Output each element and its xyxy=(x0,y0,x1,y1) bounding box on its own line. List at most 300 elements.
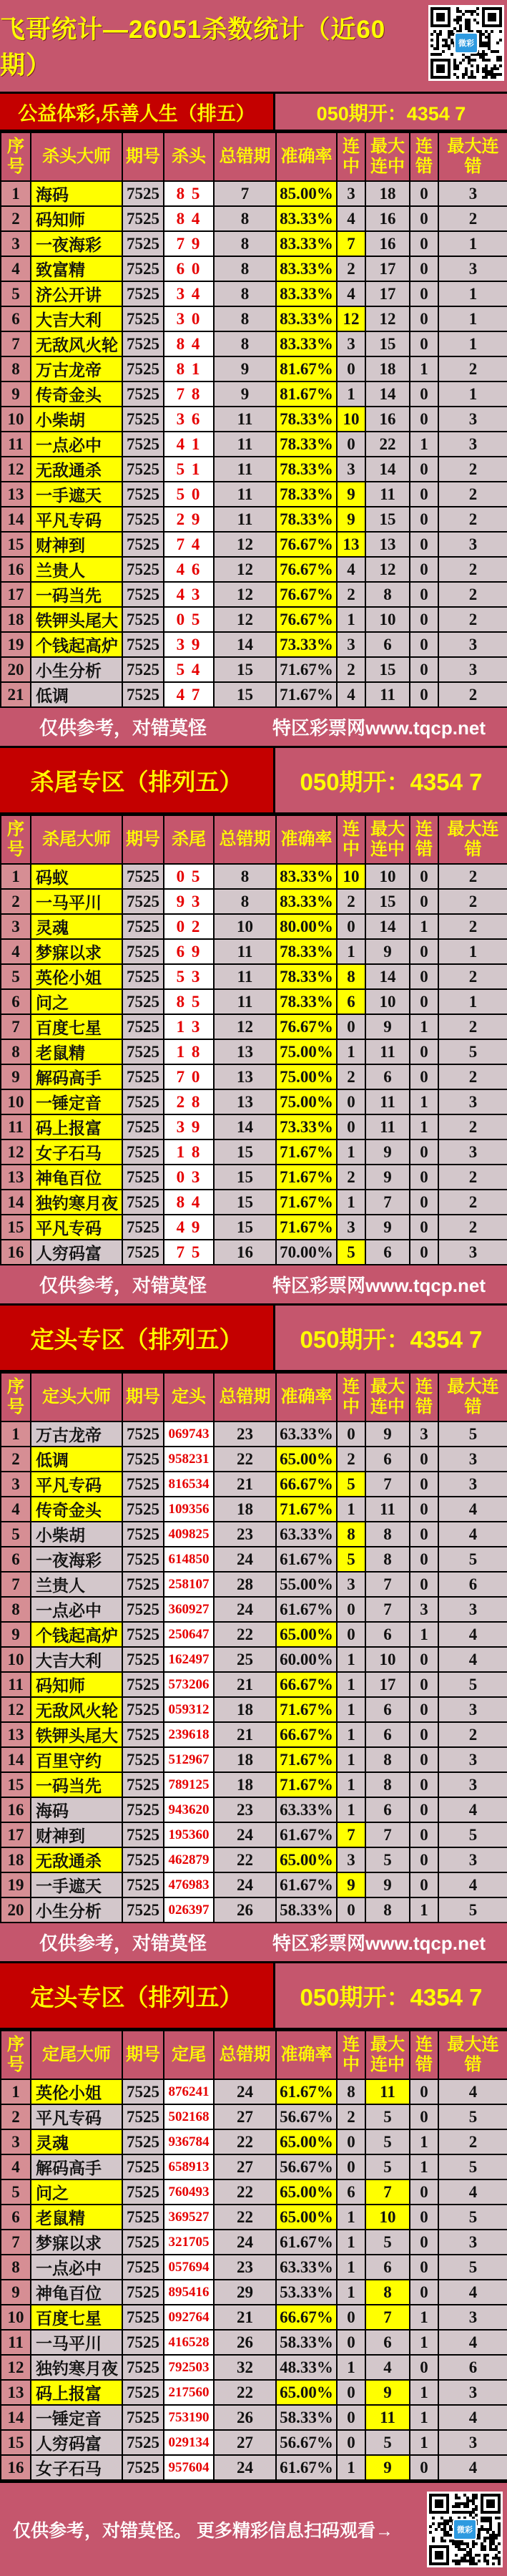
cell-master: 问之 xyxy=(31,989,122,1014)
cell-accuracy: 63.33% xyxy=(276,1421,337,1447)
cell-accuracy: 71.67% xyxy=(276,1139,337,1165)
cell-accuracy: 66.67% xyxy=(276,1722,337,1747)
cell-streak-win: 0 xyxy=(337,914,365,939)
cell-no: 1 xyxy=(1,1421,31,1447)
cell-master: 一手遮天 xyxy=(31,1872,122,1897)
cell-miss: 12 xyxy=(214,532,276,557)
cell-max-streak-win: 5 xyxy=(365,2104,410,2129)
cell-streak-lose: 0 xyxy=(410,1772,438,1797)
column-header: 最大连错 xyxy=(438,1373,507,1421)
column-header: 序号 xyxy=(1,1373,31,1421)
cell-period: 7525 xyxy=(122,1089,164,1114)
column-header: 最大连中 xyxy=(365,132,410,181)
cell-streak-lose: 0 xyxy=(410,1572,438,1597)
table-row xyxy=(1,1747,507,1772)
table-row xyxy=(1,607,507,632)
cell-miss: 11 xyxy=(214,989,276,1014)
cell-streak-lose: 0 xyxy=(410,306,438,331)
cell-master: 灵魂 xyxy=(31,914,122,939)
cell-miss: 24 xyxy=(214,1597,276,1622)
cell-no: 18 xyxy=(1,1847,31,1872)
cell-max-streak-lose: 3 xyxy=(438,181,507,206)
cell-max-streak-win: 6 xyxy=(365,1064,410,1089)
cell-streak-win: 1 xyxy=(337,1647,365,1672)
stats-table xyxy=(0,132,507,708)
cell-pick: 029134 xyxy=(164,2430,214,2455)
cell-miss: 8 xyxy=(214,864,276,889)
cell-streak-lose: 0 xyxy=(410,864,438,889)
cell-miss: 28 xyxy=(214,1572,276,1597)
column-header: 连错 xyxy=(410,132,438,181)
cell-streak-win: 10 xyxy=(337,407,365,432)
qr-logo-badge: 微彩 xyxy=(454,32,478,54)
cell-period: 7525 xyxy=(122,864,164,889)
cell-streak-win: 3 xyxy=(337,1572,365,1597)
cell-streak-lose: 0 xyxy=(410,939,438,964)
cell-streak-lose: 0 xyxy=(410,657,438,682)
cell-max-streak-lose: 3 xyxy=(438,256,507,281)
section-banner xyxy=(0,1303,507,1372)
cell-master: 百度七星 xyxy=(31,2305,122,2330)
cell-accuracy: 71.67% xyxy=(276,682,337,707)
cell-master: 梦寐以求 xyxy=(31,2230,122,2255)
cell-pick: 8 5 xyxy=(164,181,214,206)
table-row xyxy=(1,1672,507,1697)
cell-max-streak-win: 7 xyxy=(365,1597,410,1622)
cell-period: 7525 xyxy=(122,1597,164,1622)
cell-miss: 15 xyxy=(214,682,276,707)
cell-pick: 416528 xyxy=(164,2330,214,2355)
cell-period: 7525 xyxy=(122,1472,164,1497)
cell-max-streak-lose: 1 xyxy=(438,306,507,331)
column-header: 定尾大师 xyxy=(31,2031,122,2079)
cell-period: 7525 xyxy=(122,2104,164,2129)
cell-period: 7525 xyxy=(122,1572,164,1597)
cell-period: 7525 xyxy=(122,381,164,407)
cell-miss: 24 xyxy=(214,1822,276,1847)
cell-accuracy: 70.00% xyxy=(276,1240,337,1265)
cell-period: 7525 xyxy=(122,657,164,682)
cell-no: 9 xyxy=(1,1064,31,1089)
cell-master: 一码当先 xyxy=(31,1772,122,1797)
cell-max-streak-win: 15 xyxy=(365,331,410,356)
cell-period: 7525 xyxy=(122,432,164,457)
cell-accuracy: 73.33% xyxy=(276,632,337,657)
cell-streak-lose: 0 xyxy=(410,1064,438,1089)
cell-max-streak-lose: 3 xyxy=(438,1472,507,1497)
cell-streak-lose: 1 xyxy=(410,1089,438,1114)
table-row xyxy=(1,557,507,582)
cell-accuracy: 56.67% xyxy=(276,2430,337,2455)
cell-streak-lose: 1 xyxy=(410,2430,438,2455)
cell-no: 8 xyxy=(1,1039,31,1064)
cell-miss: 22 xyxy=(214,1847,276,1872)
cell-pick: 573206 xyxy=(164,1672,214,1697)
cell-streak-lose: 1 xyxy=(410,914,438,939)
cell-miss: 22 xyxy=(214,2380,276,2405)
cell-accuracy: 83.33% xyxy=(276,864,337,889)
cell-streak-win: 12 xyxy=(337,306,365,331)
table-row xyxy=(1,1014,507,1039)
cell-period: 7525 xyxy=(122,206,164,231)
cell-max-streak-lose: 1 xyxy=(438,939,507,964)
cell-no: 11 xyxy=(1,1114,31,1139)
cell-pick: 4 3 xyxy=(164,582,214,607)
cell-accuracy: 63.33% xyxy=(276,1522,337,1547)
cell-period: 7525 xyxy=(122,632,164,657)
table-row xyxy=(1,1822,507,1847)
cell-no: 6 xyxy=(1,1547,31,1572)
cell-accuracy: 48.33% xyxy=(276,2355,337,2380)
cell-max-streak-win: 9 xyxy=(365,1215,410,1240)
cell-pick: 614850 xyxy=(164,1547,214,1572)
table-row xyxy=(1,582,507,607)
table-row xyxy=(1,381,507,407)
table-row xyxy=(1,432,507,457)
cell-max-streak-lose: 4 xyxy=(438,1647,507,1672)
cell-accuracy: 83.33% xyxy=(276,281,337,306)
cell-no: 3 xyxy=(1,1472,31,1497)
cell-master: 万古龙帝 xyxy=(31,1421,122,1447)
cell-pick: 4 7 xyxy=(164,682,214,707)
cell-pick: 4 9 xyxy=(164,1215,214,1240)
cell-master: 解码高手 xyxy=(31,2154,122,2179)
cell-no: 6 xyxy=(1,989,31,1014)
site-link-text: 特区彩票网www.tqcp.net xyxy=(272,1933,486,1954)
cell-max-streak-win: 17 xyxy=(365,256,410,281)
column-header: 总错期 xyxy=(214,1373,276,1421)
cell-max-streak-win: 11 xyxy=(365,1114,410,1139)
cell-streak-win: 6 xyxy=(337,989,365,1014)
cell-pick: 6 9 xyxy=(164,939,214,964)
cell-period: 7525 xyxy=(122,2305,164,2330)
cell-no: 3 xyxy=(1,2129,31,2154)
cell-max-streak-lose: 3 xyxy=(438,407,507,432)
cell-miss: 7 xyxy=(214,181,276,206)
cell-max-streak-lose: 3 xyxy=(438,532,507,557)
cell-period: 7525 xyxy=(122,607,164,632)
cell-max-streak-lose: 5 xyxy=(438,1822,507,1847)
cell-max-streak-lose: 5 xyxy=(438,2154,507,2179)
table-row xyxy=(1,1847,507,1872)
cell-streak-win: 2 xyxy=(337,1064,365,1089)
cell-miss: 9 xyxy=(214,356,276,381)
cell-master: 英伦小姐 xyxy=(31,2079,122,2104)
cell-master: 码蚁 xyxy=(31,864,122,889)
cell-pick: 5 4 xyxy=(164,657,214,682)
cell-master: 传奇金头 xyxy=(31,1497,122,1522)
cell-no: 12 xyxy=(1,1697,31,1722)
cell-streak-win: 2 xyxy=(337,1165,365,1190)
cell-max-streak-lose: 2 xyxy=(438,1190,507,1215)
column-header: 连错 xyxy=(410,1373,438,1421)
cell-streak-win: 3 xyxy=(337,632,365,657)
cell-master: 个钱起高炉 xyxy=(31,1622,122,1647)
cell-max-streak-win: 8 xyxy=(365,2280,410,2305)
section-fix-tail xyxy=(0,1961,507,2481)
cell-master: 神龟百位 xyxy=(31,2280,122,2305)
cell-period: 7525 xyxy=(122,507,164,532)
cell-miss: 22 xyxy=(214,1622,276,1647)
cell-streak-win: 2 xyxy=(337,657,365,682)
title-bar xyxy=(0,0,507,92)
cell-period: 7525 xyxy=(122,1522,164,1547)
cell-accuracy: 58.33% xyxy=(276,2330,337,2355)
cell-no: 7 xyxy=(1,331,31,356)
cell-no: 2 xyxy=(1,206,31,231)
cell-streak-lose: 0 xyxy=(410,2079,438,2104)
column-header: 连中 xyxy=(337,132,365,181)
table-row xyxy=(1,1064,507,1089)
cell-miss: 11 xyxy=(214,432,276,457)
cell-accuracy: 71.67% xyxy=(276,1697,337,1722)
header-row xyxy=(1,1373,507,1421)
cell-streak-win: 9 xyxy=(337,507,365,532)
cell-master: 财神到 xyxy=(31,1822,122,1847)
cell-no: 5 xyxy=(1,964,31,989)
cell-miss: 24 xyxy=(214,2455,276,2480)
stats-table xyxy=(0,815,507,1265)
cell-master: 大吉大利 xyxy=(31,306,122,331)
cell-master: 无敌通杀 xyxy=(31,457,122,482)
cell-streak-win: 0 xyxy=(337,1622,365,1647)
cell-pick: 658913 xyxy=(164,2154,214,2179)
cell-master: 码上报富 xyxy=(31,1114,122,1139)
cell-max-streak-win: 14 xyxy=(365,381,410,407)
cell-no: 4 xyxy=(1,939,31,964)
cell-miss: 18 xyxy=(214,1497,276,1522)
bottom-bar xyxy=(0,2481,507,2576)
cell-max-streak-lose: 2 xyxy=(438,2129,507,2154)
cell-streak-win: 0 xyxy=(337,432,365,457)
cell-max-streak-win: 18 xyxy=(365,181,410,206)
cell-max-streak-lose: 3 xyxy=(438,1597,507,1622)
column-header: 杀尾 xyxy=(164,815,214,864)
cell-miss: 22 xyxy=(214,2129,276,2154)
cell-streak-lose: 0 xyxy=(410,231,438,256)
disclaimer-strip xyxy=(0,1923,507,1961)
cell-miss: 32 xyxy=(214,2355,276,2380)
cell-miss: 12 xyxy=(214,557,276,582)
cell-period: 7525 xyxy=(122,1215,164,1240)
cell-streak-lose: 0 xyxy=(410,1797,438,1822)
cell-max-streak-lose: 3 xyxy=(438,1240,507,1265)
cell-streak-win: 0 xyxy=(337,1597,365,1622)
column-header: 杀尾大师 xyxy=(31,815,122,864)
cell-max-streak-lose: 3 xyxy=(438,632,507,657)
cell-pick: 876241 xyxy=(164,2079,214,2104)
cell-streak-lose: 0 xyxy=(410,507,438,532)
cell-accuracy: 73.33% xyxy=(276,1114,337,1139)
table-row xyxy=(1,231,507,256)
table-row xyxy=(1,1215,507,1240)
cell-miss: 13 xyxy=(214,1064,276,1089)
cell-no: 16 xyxy=(1,557,31,582)
cell-max-streak-lose: 4 xyxy=(438,2330,507,2355)
cell-streak-lose: 1 xyxy=(410,1114,438,1139)
cell-pick: 026397 xyxy=(164,1897,214,1923)
cell-miss: 12 xyxy=(214,1014,276,1039)
cell-miss: 23 xyxy=(214,1522,276,1547)
cell-max-streak-win: 7 xyxy=(365,1472,410,1497)
cell-pick: 2 8 xyxy=(164,1089,214,1114)
cell-master: 一手遮天 xyxy=(31,482,122,507)
cell-accuracy: 78.33% xyxy=(276,507,337,532)
cell-master: 一夜海彩 xyxy=(31,231,122,256)
cell-streak-lose: 0 xyxy=(410,1190,438,1215)
cell-max-streak-lose: 3 xyxy=(438,2305,507,2330)
cell-period: 7525 xyxy=(122,2330,164,2355)
cell-period: 7525 xyxy=(122,2255,164,2280)
cell-max-streak-win: 6 xyxy=(365,2330,410,2355)
cell-max-streak-lose: 2 xyxy=(438,889,507,914)
cell-period: 7525 xyxy=(122,2154,164,2179)
table-row xyxy=(1,457,507,482)
disclaimer-text: 仅供参考，对错莫怪 xyxy=(39,717,207,739)
cell-max-streak-lose: 2 xyxy=(438,1722,507,1747)
cell-max-streak-win: 4 xyxy=(365,2355,410,2380)
cell-streak-win: 0 xyxy=(337,1114,365,1139)
cell-period: 7525 xyxy=(122,2129,164,2154)
table-row xyxy=(1,889,507,914)
cell-miss: 15 xyxy=(214,1165,276,1190)
cell-period: 7525 xyxy=(122,1747,164,1772)
cell-streak-win: 0 xyxy=(337,2305,365,2330)
cell-streak-win: 1 xyxy=(337,1747,365,1772)
cell-max-streak-lose: 3 xyxy=(438,1447,507,1472)
cell-streak-win: 3 xyxy=(337,1847,365,1872)
cell-pick: 239618 xyxy=(164,1722,214,1747)
cell-max-streak-lose: 4 xyxy=(438,2405,507,2430)
cell-streak-win: 9 xyxy=(337,1872,365,1897)
cell-streak-lose: 0 xyxy=(410,1165,438,1190)
cell-no: 1 xyxy=(1,181,31,206)
cell-pick: 0 5 xyxy=(164,607,214,632)
table-row xyxy=(1,989,507,1014)
cell-miss: 12 xyxy=(214,582,276,607)
column-header: 期号 xyxy=(122,132,164,181)
cell-max-streak-win: 16 xyxy=(365,206,410,231)
cell-miss: 27 xyxy=(214,2154,276,2179)
cell-max-streak-win: 5 xyxy=(365,2129,410,2154)
cell-master: 小柴胡 xyxy=(31,407,122,432)
cell-accuracy: 81.67% xyxy=(276,381,337,407)
cell-max-streak-win: 15 xyxy=(365,507,410,532)
column-header: 连中 xyxy=(337,2031,365,2079)
cell-miss: 27 xyxy=(214,2104,276,2129)
cell-max-streak-win: 16 xyxy=(365,231,410,256)
section-kill-head xyxy=(0,92,507,746)
cell-period: 7525 xyxy=(122,1722,164,1747)
cell-streak-win: 0 xyxy=(337,2430,365,2455)
cell-max-streak-win: 6 xyxy=(365,2255,410,2280)
cell-max-streak-win: 7 xyxy=(365,2179,410,2205)
cell-streak-win: 1 xyxy=(337,1797,365,1822)
cell-period: 7525 xyxy=(122,281,164,306)
cell-period: 7525 xyxy=(122,989,164,1014)
cell-master: 解码高手 xyxy=(31,1064,122,1089)
cell-accuracy: 78.33% xyxy=(276,407,337,432)
cell-streak-lose: 1 xyxy=(410,2380,438,2405)
cell-max-streak-win: 15 xyxy=(365,657,410,682)
cell-miss: 8 xyxy=(214,231,276,256)
cell-pick: 8 4 xyxy=(164,331,214,356)
table-row xyxy=(1,281,507,306)
cell-master: 兰贵人 xyxy=(31,1572,122,1597)
cell-streak-win: 0 xyxy=(337,1897,365,1923)
cell-max-streak-win: 11 xyxy=(365,2405,410,2430)
cell-max-streak-lose: 2 xyxy=(438,457,507,482)
cell-streak-win: 5 xyxy=(337,1547,365,1572)
cell-period: 7525 xyxy=(122,256,164,281)
cell-max-streak-win: 8 xyxy=(365,1547,410,1572)
cell-no: 9 xyxy=(1,2280,31,2305)
table-row xyxy=(1,1722,507,1747)
cell-period: 7525 xyxy=(122,2405,164,2430)
cell-period: 7525 xyxy=(122,231,164,256)
column-header: 准确率 xyxy=(276,1373,337,1421)
bottom-note: 仅供参考，对错莫怪。 更多精彩信息扫码观看→ xyxy=(13,2521,393,2541)
cell-max-streak-lose: 4 xyxy=(438,2280,507,2305)
cell-max-streak-lose: 4 xyxy=(438,2079,507,2104)
cell-max-streak-win: 9 xyxy=(365,2455,410,2480)
table-row xyxy=(1,1897,507,1923)
cell-accuracy: 65.00% xyxy=(276,2380,337,2405)
cell-master: 济公开讲 xyxy=(31,281,122,306)
cell-pick: 7 4 xyxy=(164,532,214,557)
cell-period: 7525 xyxy=(122,2079,164,2104)
cell-max-streak-lose: 5 xyxy=(438,1547,507,1572)
cell-no: 4 xyxy=(1,256,31,281)
cell-accuracy: 71.67% xyxy=(276,657,337,682)
table-row xyxy=(1,2205,507,2230)
table-row xyxy=(1,1522,507,1547)
cell-max-streak-win: 6 xyxy=(365,1722,410,1747)
cell-streak-lose: 0 xyxy=(410,2255,438,2280)
cell-pick: 4 1 xyxy=(164,432,214,457)
table-row xyxy=(1,1772,507,1797)
column-header: 最大连错 xyxy=(438,132,507,181)
header-row xyxy=(1,815,507,864)
cell-max-streak-lose: 2 xyxy=(438,964,507,989)
cell-pick: 0 2 xyxy=(164,914,214,939)
cell-max-streak-win: 9 xyxy=(365,1165,410,1190)
cell-accuracy: 83.33% xyxy=(276,331,337,356)
cell-miss: 22 xyxy=(214,2205,276,2230)
cell-miss: 11 xyxy=(214,964,276,989)
cell-miss: 8 xyxy=(214,889,276,914)
cell-max-streak-win: 14 xyxy=(365,457,410,482)
cell-accuracy: 66.67% xyxy=(276,2305,337,2330)
cell-master: 大吉大利 xyxy=(31,1647,122,1672)
cell-streak-win: 0 xyxy=(337,1089,365,1114)
column-header: 序号 xyxy=(1,132,31,181)
cell-period: 7525 xyxy=(122,1647,164,1672)
cell-max-streak-win: 8 xyxy=(365,1522,410,1547)
table-row xyxy=(1,2179,507,2205)
table-row xyxy=(1,507,507,532)
cell-max-streak-lose: 2 xyxy=(438,557,507,582)
cell-streak-win: 4 xyxy=(337,557,365,582)
cell-pick: 369527 xyxy=(164,2205,214,2230)
cell-miss: 15 xyxy=(214,1215,276,1240)
cell-miss: 21 xyxy=(214,1672,276,1697)
column-header: 定尾 xyxy=(164,2031,214,2079)
cell-streak-lose: 0 xyxy=(410,1747,438,1772)
cell-accuracy: 76.67% xyxy=(276,557,337,582)
cell-period: 7525 xyxy=(122,2179,164,2205)
cell-miss: 14 xyxy=(214,632,276,657)
